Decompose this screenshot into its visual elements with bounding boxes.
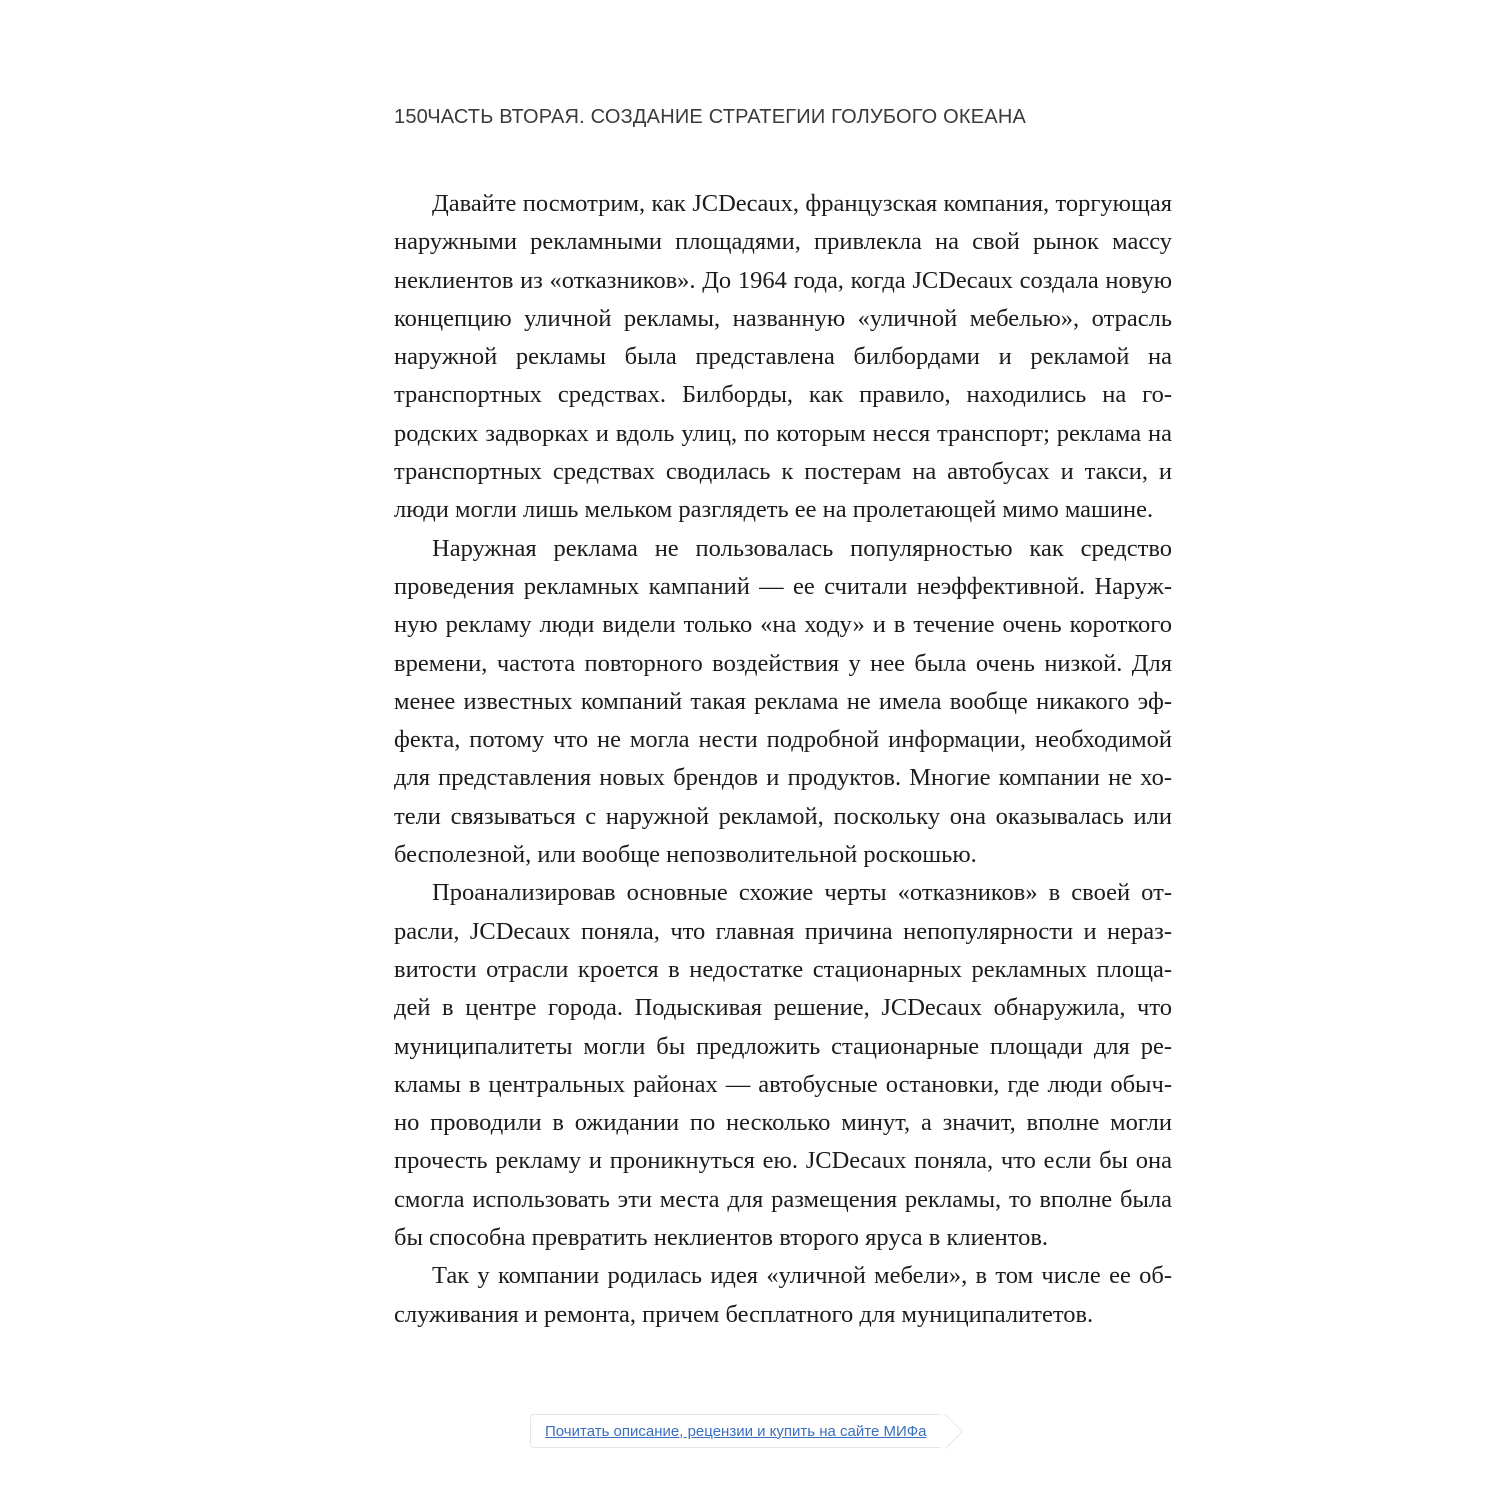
body-text bbox=[394, 185, 1172, 1334]
paragraph: Проанализировав основные схожие черты «отказников» в своей отрасли, JCDecaux поняла, что главная причина непопулярности и неразвитости отрасли кроется в недостатке стационарных рекламных площадей в центре города. Подыскивая решение, JCDecaux обнаружила, что муниципалитеты могли бы предложить стационарные площади для рекламы в центральных районах — автобусные остановки, где люди обычно проводили в ожидании по несколько минут, а значит, вполне могли прочесть рекламу и проникнуться ею. JCDecaux поняла, что если бы она смогла использовать эти места для размещения рекламы, то вполне была бы способна превратить неклиентов второго яруса в клиентов. bbox=[394, 879, 1172, 1252]
paragraph: Давайте посмотрим, как JCDecaux, французская компания, торгующая наружными рекламными площадями, привлекла на свой рынок массу неклиентов из «отказников». До 1964 года, когда JCDecaux создала новую концепцию уличной рекламы, названную «уличной мебелью», отрасль наружной рекламы была представлена билбордами и рекламой на транспортных средствах. Билборды, как правило, находились на городских задворках и вдоль улиц, по которым несся транспорт; реклама на транспортных средствах сводилась к постерам на автобусах и такси, и люди могли лишь мельком разглядеть ее на пролетающей мимо машине. bbox=[394, 190, 1172, 524]
chapter-title: ЧАСТЬ ВТОРАЯ. СОЗДАНИЕ СТРАТЕГИИ ГОЛУБОГО ОКЕАНА bbox=[427, 106, 1026, 128]
page-number: 150 bbox=[394, 106, 428, 128]
buy-link-box[interactable] bbox=[530, 1414, 941, 1448]
paragraph: Наружная реклама не пользовалась популярностью как средство проведения рекламных кампаний — ее считали неэффективной. Наружную рекламу люди видели только «на ходу» и в течение очень короткого времени, частота повторного воздействия у нее была очень низкой. Для менее известных компаний такая реклама не имела вообще никакого эффекта, потому что не могла нести подробной информации, необходимой для представления новых брендов и продуктов. Многие компании не хотели связываться с наружной рекламой, поскольку она оказывалась или бесполезной, или вообще непозволительной роскошью. bbox=[394, 534, 1172, 869]
buy-link[interactable]: Почитать описание, рецензии и купить на сайте МИФа bbox=[545, 1422, 927, 1440]
running-head bbox=[394, 106, 1026, 136]
paragraph: Так у компании родилась идея «уличной мебели», в том числе ее обслуживания и ремонта, причем бесплатного для муниципалитетов. bbox=[394, 1262, 1172, 1328]
